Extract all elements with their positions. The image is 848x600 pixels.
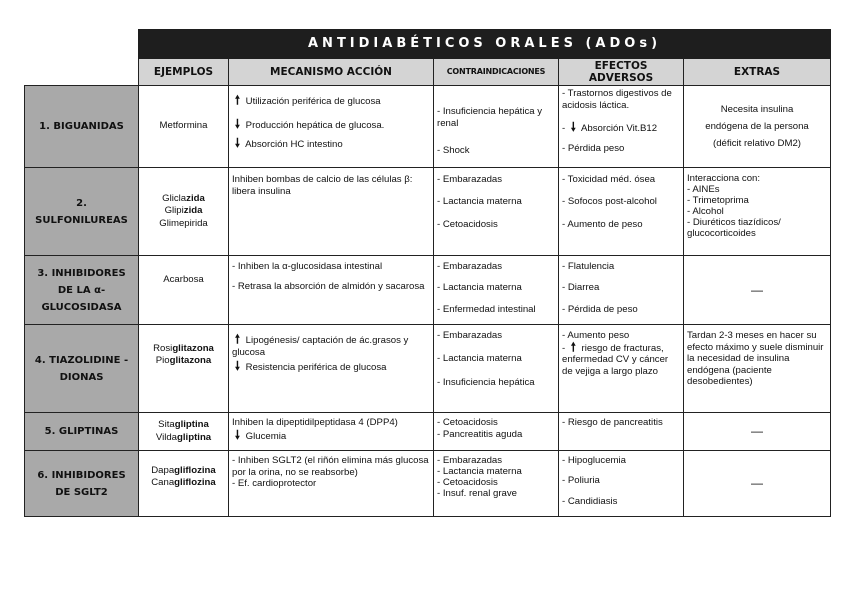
extras-cell: —	[684, 256, 831, 325]
contra-cell	[434, 168, 559, 256]
row-name-sulfonilureas: 2. SULFONILUREAS	[25, 168, 139, 256]
effect-item: - Diarrea	[562, 282, 600, 294]
example-drug: Canagliflozina	[151, 477, 216, 489]
table-row	[25, 168, 831, 256]
effect-item: - Hipoglucemia	[562, 455, 626, 466]
contra-item: - Lactancia materna	[437, 282, 522, 294]
contra-item: - Shock	[437, 144, 470, 156]
extras-line: - AINEs	[687, 184, 720, 195]
table-row	[25, 451, 831, 517]
contra-item: - Lactancia materna	[437, 466, 522, 477]
arrow-up-icon: 🠕	[234, 93, 241, 107]
effect-item: - Aumento de peso	[562, 218, 643, 230]
example-cell	[139, 325, 229, 413]
effect-item: - Trastornos digestivos de acidosis láctica.	[562, 88, 672, 112]
extras-cell	[684, 168, 831, 256]
contra-cell	[434, 451, 559, 517]
header-extras: EXTRAS	[684, 59, 831, 86]
extras-cell	[684, 86, 831, 168]
example-drug: Glimepirida	[159, 217, 208, 229]
extras-cell: Tardan 2-3 meses en hacer su efecto máximo y suele disminuir la necesidad de insulina endógena (paciente desobedientes)	[684, 325, 831, 413]
table-row	[25, 325, 831, 413]
extras-line: Necesita insulina	[720, 104, 794, 115]
effect-item: - Candidiasis	[562, 495, 618, 507]
arrow-up-icon: 🠕	[234, 332, 241, 346]
effect-item: - Sofocos post-alcohol	[562, 196, 657, 208]
row-name-biguanidas: 1. BIGUANIDAS	[25, 86, 139, 168]
example-drug: Gliclazida	[162, 192, 205, 204]
mech-line: - Inhiben SGLT2 (el riñón elimina más glucosa por la orina, no se reabsorbe)	[232, 455, 429, 478]
example-cell: Acarbosa	[139, 256, 229, 325]
contra-item: - Embarazadas	[437, 261, 503, 272]
effects-cell	[559, 256, 684, 325]
contra-item: - Insuficiencia hepática	[437, 376, 535, 388]
example-cell	[139, 413, 229, 451]
example-drug: Dapagliflozina	[151, 465, 216, 476]
example-drug: Glipizida	[164, 205, 203, 217]
effect-item: - Poliuria	[562, 475, 600, 487]
effect-item: - Flatulencia	[562, 261, 615, 272]
effects-cell: - Riesgo de pancreatitis	[559, 413, 684, 451]
mech-line: 🠗 Absorción HC intestino	[232, 137, 430, 151]
example-drug: Sitagliptina	[158, 419, 209, 431]
contra-cell	[434, 86, 559, 168]
extras-cell: —	[684, 451, 831, 517]
mechanism-cell	[229, 325, 434, 413]
antidiabetic-table	[24, 29, 831, 517]
arrow-down-icon: 🠗	[234, 135, 241, 150]
contra-item: - Embarazadas	[437, 174, 503, 185]
arrow-down-icon: 🠗	[570, 119, 576, 134]
table-row	[25, 413, 831, 451]
mechanism-cell	[229, 413, 434, 451]
contra-item: - Embarazadas	[437, 455, 503, 466]
effect-item: - Pérdida de peso	[562, 303, 638, 315]
extras-line: (déficit relativo DM2)	[713, 138, 801, 149]
mech-line: 🠗 Resistencia periférica de glucosa	[232, 360, 430, 374]
title-row	[25, 30, 831, 59]
example-drug: Rosiglitazona	[153, 343, 214, 354]
row-name-alfa-glucosidasa: 3. INHIBIDORES DE LA α-GLUCOSIDASA	[25, 256, 139, 325]
header-efectos: EFECTOS ADVERSOS	[559, 59, 684, 86]
mechanism-cell	[229, 86, 434, 168]
effect-item: - 🠕 riesgo de fracturas, enfermedad CV y cáncer de vejiga a largo plazo	[562, 339, 669, 377]
contra-item: - Embarazadas	[437, 330, 503, 341]
table-row	[25, 86, 831, 168]
contra-item: - Cetoacidosis	[437, 477, 498, 488]
arrow-up-icon: 🠕	[570, 339, 576, 354]
contra-item: - Pancreatitis aguda	[437, 429, 523, 441]
contra-item: - Lactancia materna	[437, 196, 522, 208]
contra-item: - Cetoacidosis	[437, 218, 498, 230]
extras-line: Interacciona con:	[687, 173, 761, 184]
header-contraindicaciones: CONTRAINDICACIONES	[434, 59, 559, 86]
effects-cell	[559, 325, 684, 413]
extras-line: - Alcohol	[687, 206, 724, 217]
extras-line: endógena de la persona	[705, 121, 809, 132]
contra-item: - Cetoacidosis	[437, 417, 498, 428]
effects-cell	[559, 451, 684, 517]
mech-line: - Retrasa la absorción de almidón y sacarosa	[232, 281, 425, 293]
header-mecanismo: MECANISMO ACCIÓN	[229, 59, 434, 86]
mech-line: - Ef. cardioprotector	[232, 478, 317, 489]
effect-item: - Pérdida peso	[562, 143, 625, 155]
contra-cell	[434, 413, 559, 451]
example-drug: Vildagliptina	[155, 431, 212, 443]
antidiabetic-table-sheet	[24, 29, 830, 517]
mech-line: 🠕 Lipogénesis/ captación de ác.grasos y glucosa	[232, 332, 409, 359]
mechanism-cell: Inhiben bombas de calcio de las células β: libera insulina	[229, 168, 434, 256]
example-drug: Pioglitazona	[155, 355, 212, 367]
contra-item: - Lactancia materna	[437, 353, 522, 365]
effects-cell	[559, 86, 684, 168]
mech-line: 🠕 Utilización periférica de glucosa	[232, 94, 430, 108]
row-name-tiazolidinedionas: 4. TIAZOLIDINE - DIONAS	[25, 325, 139, 413]
mechanism-cell	[229, 451, 434, 517]
effect-item: - Toxicidad méd. ósea	[562, 174, 656, 185]
header-ejemplos: EJEMPLOS	[139, 59, 229, 86]
arrow-down-icon: 🠗	[234, 358, 241, 373]
effect-item: - Aumento peso	[562, 330, 630, 341]
arrow-down-icon: 🠗	[234, 117, 241, 132]
example-cell	[139, 168, 229, 256]
table-row	[25, 256, 831, 325]
extras-line: - Diuréticos tiazídicos/ glucocorticoides	[687, 217, 781, 239]
contra-item: - Insuf. renal grave	[437, 488, 517, 499]
effect-item: - 🠗 Absorción Vit.B12	[562, 119, 658, 134]
header-blank	[25, 59, 139, 86]
contra-item: - Insuficiencia hepática y renal	[437, 106, 543, 130]
table-title: ANTIDIABÉTICOS ORALES (ADOs)	[139, 30, 831, 59]
example-cell	[139, 451, 229, 517]
contra-cell	[434, 325, 559, 413]
mechanism-cell	[229, 256, 434, 325]
row-name-sglt2: 6. INHIBIDORES DE SGLT2	[25, 451, 139, 517]
extras-line: - Trimetoprima	[687, 195, 749, 206]
effects-cell	[559, 168, 684, 256]
corner-blank	[25, 30, 139, 59]
mech-line: - Inhiben la α-glucosidasa intestinal	[232, 261, 383, 272]
arrow-down-icon: 🠗	[234, 428, 241, 443]
mech-line: Inhiben la dipeptidilpeptidasa 4 (DPP4)	[232, 417, 398, 428]
mech-line: 🠗 Glucemia	[232, 429, 430, 443]
contra-item: - Enfermedad intestinal	[437, 303, 536, 315]
header-row	[25, 59, 831, 86]
contra-cell	[434, 256, 559, 325]
mech-line: 🠗 Producción hepática de glucosa.	[232, 118, 430, 132]
row-name-gliptinas: 5. GLIPTINAS	[25, 413, 139, 451]
extras-cell: —	[684, 413, 831, 451]
example-cell: Metformina	[139, 86, 229, 168]
